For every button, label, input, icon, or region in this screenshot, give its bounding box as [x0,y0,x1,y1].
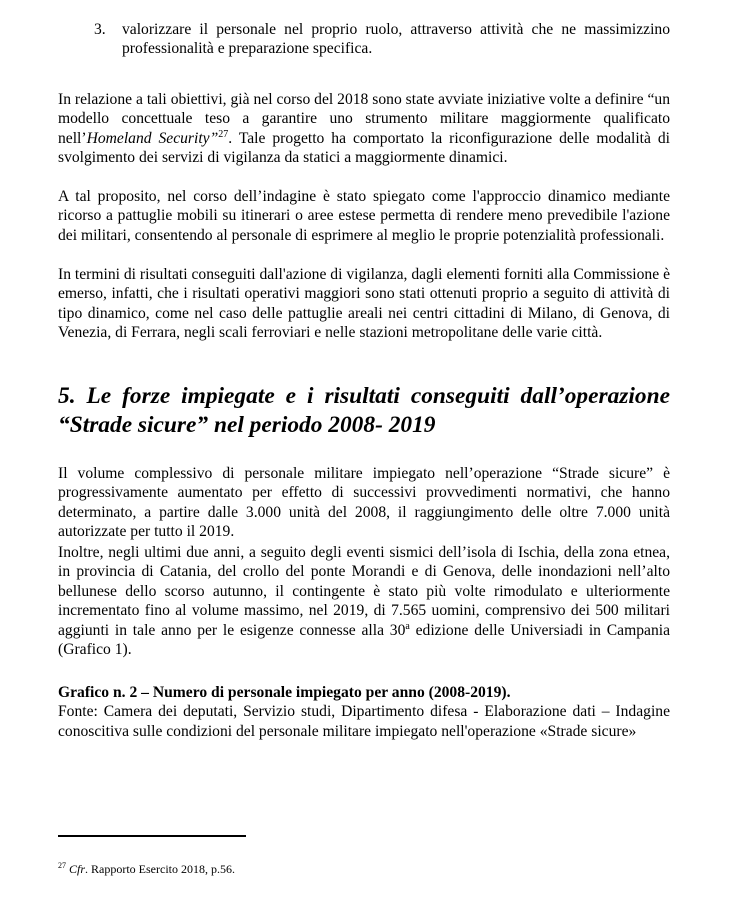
caption-title: Grafico n. 2 – Numero di personale impiegato per anno (2008-2019). [58,684,511,701]
paragraph-results: In termini di risultati conseguiti dall'azione di vigilanza, dagli elementi forniti alla Commissione è emerso, infatti, che i risultati operativi maggiori sono stati ottenuti proprio a seguito di attività di tipo dinamico, come nel caso delle pattuglie areali nei centri cittadini di Milano, di Genova, di Venezia, di Ferrara, negli scali ferroviari e nelle stazioni metropolitane delle varie città. [58,266,670,342]
paragraph-dynamic-approach: A tal proposito, nel corso dell’indagine è stato spiegato come l'approccio dinamico mediante ricorso a pattuglie mobili su itinerari o aree estese permetta di rendere meno prevedibile l'azione dei militari, consentendo al personale di esprimere al meglio le proprie potenzialità professionali. [58,188,670,244]
footnote-text: . Rapporto Esercito 2018, p.56. [85,862,235,876]
footnote-reference[interactable]: 27 [218,128,229,140]
list-number: 3. [94,21,106,38]
caption-source: Fonte: Camera dei deputati, Servizio studi, Dipartimento difesa - Elaborazione dati – Indagine conoscitiva sulle condizioni del personale militare impiegato nell'operazione «Strade sicure» [58,703,670,740]
footnote-cfr: Cfr [69,862,86,876]
section-heading: 5. Le forze impiegate e i risultati conseguiti dall’operazione “Strade sicure” nel periodo 2008- 2019 [58,383,670,438]
list-item [58,20,670,59]
paragraph-contingent: Inoltre, negli ultimi due anni, a seguito degli eventi sismici dell’isola di Ischia, della zona etnea, in provincia di Catania, del crollo del ponte Morandi e di Genova, delle inondazioni nell’alto bellunese dello scorso autunno, il contingente è stato più volte rimodulato e ulteriormente incrementato fino al volume massimo, nel 2019, di 7.565 uomini, comprensivo dei 500 militari aggiunti in tale anno per le esigenze connesse alla 30$^a$ edizione delle Universiadi in Campania (Grafico 1). [58,544,670,659]
footnote-number: 27 [58,861,66,870]
list-text: valorizzare il personale nel proprio ruolo, attraverso attività che ne massimizzino professionalità e preparazione specifica. [122,21,670,58]
chart-caption [58,683,670,741]
footnote-divider [58,835,246,837]
paragraph-personnel-volume: Il volume complessivo di personale militare impiegato nell’operazione “Strade sicure” è progressivamente aumentato per effetto di successivi provvedimenti normativi, che hanno determinato, a partire dalle 3.000 unità del 2008, il raggiungimento delle oltre 7.000 unità autorizzate per tutto il 2019. [58,465,670,541]
italic-term: Homeland Security [86,129,210,147]
paragraph-homeland-security: In relazione a tali obiettivi, già nel corso del 2018 sono state avviate iniziative volte a definire “un modello concettuale teso a garantire uno strumento militare maggiormente qualificato nell’Homeland Security”$^{27}$. Tale progetto ha comportato la riconfigurazione delle modalità di svolgimento dei servizi di vigilanza da statici a maggiormente dinamici. [58,91,670,167]
footnote [58,862,235,876]
